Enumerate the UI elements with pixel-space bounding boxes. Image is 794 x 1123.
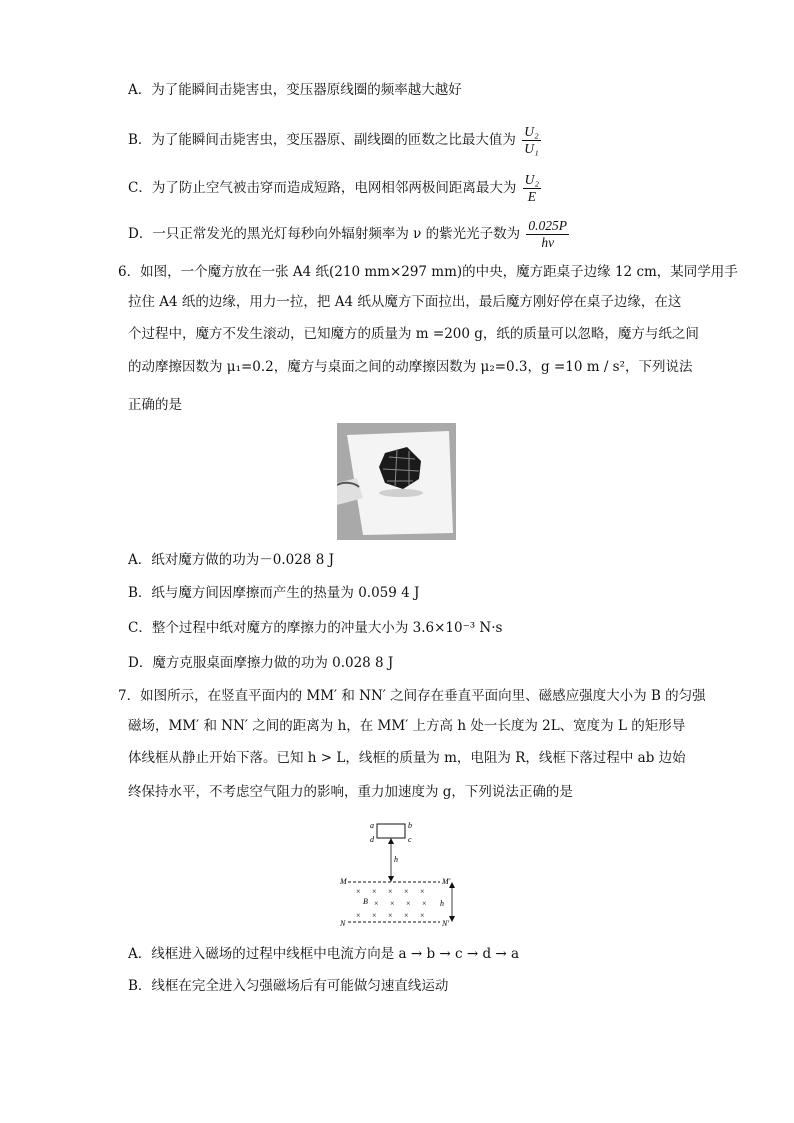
q6-option-c: C．整个过程中纸对魔方的摩擦力的冲量大小为 3.6×10⁻³ N·s: [128, 620, 503, 636]
q6-option-d: D．魔方克服桌面摩擦力做的功为 0.028 8 J: [128, 655, 394, 671]
label-c: c: [408, 835, 412, 844]
q6-stem-line4: 的动摩擦因数为 μ₁=0.2，魔方与桌面之间的动摩擦因数为 μ₂=0.3，g =10 m / s²，下列说法: [128, 359, 693, 375]
svg-text:×: ×: [356, 887, 361, 896]
svg-text:×: ×: [372, 887, 377, 896]
magnetic-field-diagram: [330, 818, 470, 934]
svg-text:×: ×: [420, 911, 425, 920]
q7-stem-line4: 终保持水平，不考虑空气阻力的影响，重力加速度为 g，下列说法正确的是: [128, 784, 573, 800]
svg-text:×: ×: [356, 911, 361, 920]
label-N: N: [340, 919, 346, 928]
q5-option-d-text: D．一只正常发光的黑光灯每秒向外辐射频率为 ν 的紫光光子数为: [128, 226, 521, 242]
q5-option-b-text: B．为了能瞬间击毙害虫，变压器原、副线圈的匝数之比最大值为: [128, 132, 516, 148]
wire-frame: [377, 824, 405, 838]
label-d: d: [370, 835, 374, 844]
q5-option-d: [128, 218, 571, 251]
label-M-prime: M′: [442, 877, 451, 886]
q5-option-a: A．为了能瞬间击毙害虫，变压器原线圈的频率越大越好: [128, 82, 462, 98]
svg-text:×: ×: [388, 887, 393, 896]
svg-text:×: ×: [388, 911, 393, 920]
svg-text:×: ×: [422, 899, 427, 908]
q7-stem-line3: 体线框从静止开始下落。已知 h > L，线框的质量为 m，电阻为 R，线框下落过程中 ab 边始: [128, 750, 686, 766]
q7-stem-line1: 7．如图所示，在竖直平面内的 MM′ 和 NN′ 之间存在垂直平面向里、磁感应强度大小为 B 的匀强: [118, 688, 706, 704]
svg-text:×: ×: [372, 911, 377, 920]
q5-option-c-fraction: $\frac{\text{U₂}}{E}$: [524, 172, 540, 204]
q5-option-c-text: C．为了防止空气被击穿而造成短路，电网相邻两极间距离最大为: [128, 180, 517, 196]
svg-text:×: ×: [420, 887, 425, 896]
q6-stem-line3: 个过程中，魔方不发生滚动，已知魔方的质量为 m =200 g，纸的质量可以忽略，魔方与纸之间: [128, 326, 699, 342]
q5-option-b: [128, 124, 543, 157]
label-h-side: h: [440, 899, 444, 908]
q5-option-c: [128, 172, 543, 205]
q7-stem-line2: 磁场，MM′ 和 NN′ 之间的距离为 h，在 MM′ 上方高 h 处一长度为 2L、宽度为 L 的矩形导: [128, 718, 686, 734]
svg-text:×: ×: [374, 899, 379, 908]
q6-stem-line1: 6．如图，一个魔方放在一张 A4 纸(210 mm×297 mm)的中央，魔方距桌子边缘 12 cm，某同学用手: [118, 264, 738, 280]
label-b: b: [408, 821, 412, 830]
q6-option-a: A．纸对魔方做的功为－0.028 8 J: [128, 552, 334, 568]
label-B: B: [363, 897, 368, 906]
svg-text:×: ×: [404, 911, 409, 920]
q6-stem-line5: 正确的是: [128, 397, 182, 413]
q6-option-b: B．纸与魔方间因摩擦而产生的热量为 0.059 4 J: [128, 585, 420, 601]
q7-option-b: B．线框在完全进入匀强磁场后有可能做匀速直线运动: [128, 978, 449, 994]
q5-option-d-fraction: $\frac{0.025P}{h\nu}$: [528, 218, 568, 250]
label-M: M: [340, 877, 347, 886]
label-N-prime: N′: [442, 919, 450, 928]
svg-text:×: ×: [404, 887, 409, 896]
q5-option-b-fraction: $\frac{\text{U₂}}{\text{U₁}}$: [524, 124, 539, 156]
svg-text:×: ×: [390, 899, 395, 908]
rubiks-cube-photo: [337, 423, 456, 540]
label-a: a: [370, 821, 374, 830]
label-h-top: h: [394, 855, 398, 864]
q6-stem-line2: 拉住 A4 纸的边缘，用力一拉，把 A4 纸从魔方下面拉出，最后魔方刚好停在桌子边缘，在这: [128, 294, 682, 310]
q7-option-a: A．线框进入磁场的过程中线框中电流方向是 a → b → c → d → a: [128, 946, 520, 962]
svg-text:×: ×: [406, 899, 411, 908]
